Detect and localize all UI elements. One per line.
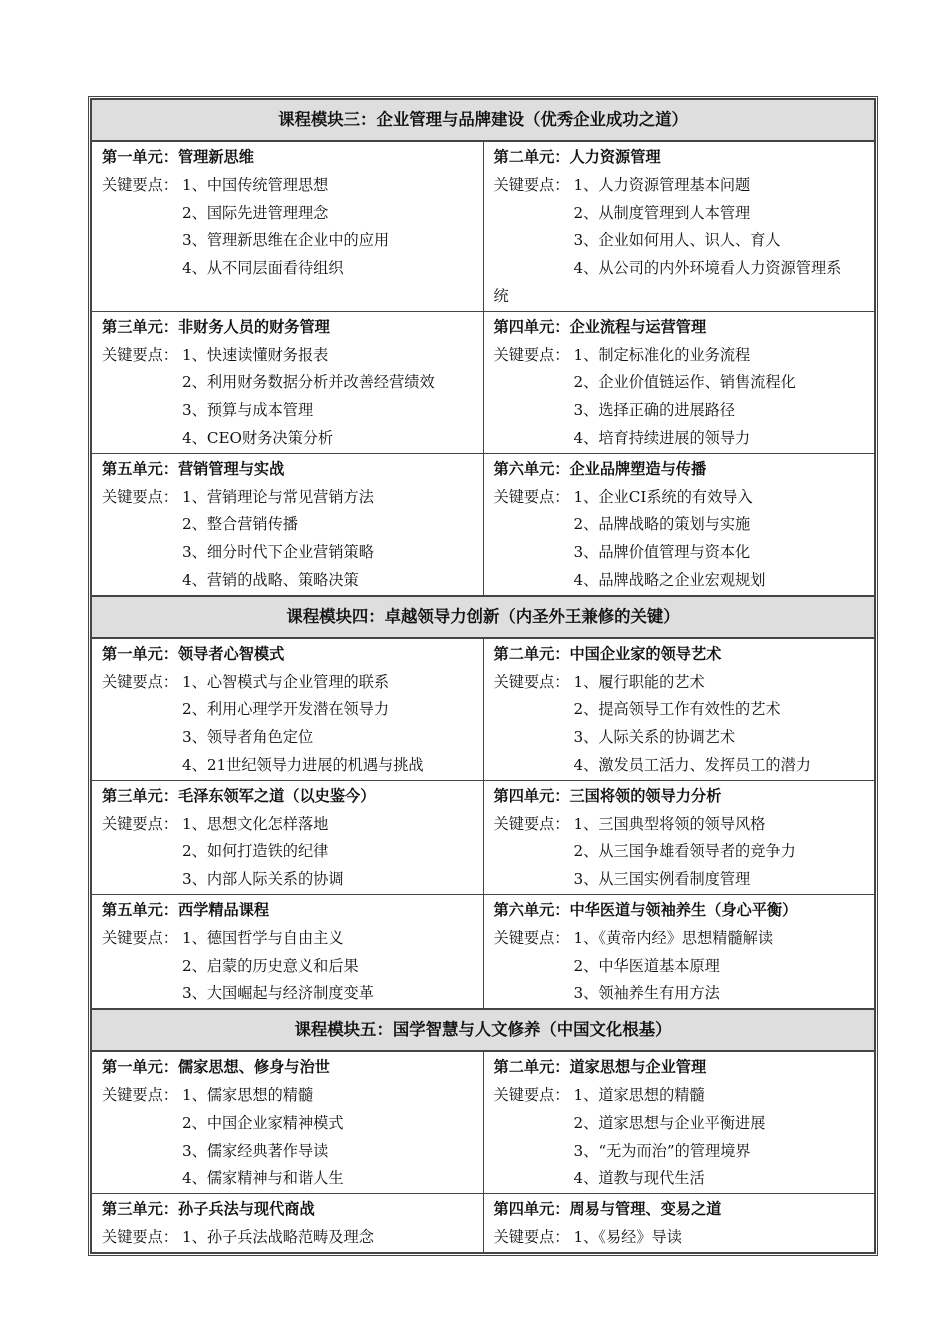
key-point: 3、内部人际关系的协调 [182, 870, 344, 889]
unit-title: 第二单元：道家思想与企业管理 [493, 1058, 707, 1077]
key-point: 1、道家思想的精髓 [573, 1085, 705, 1104]
key-point-line [494, 425, 869, 453]
key-point-line [494, 484, 869, 512]
key-point-line [102, 925, 477, 953]
key-point-line [102, 227, 477, 255]
unit-title: 第一单元：儒家思想、修身与治世 [102, 1058, 330, 1077]
key-point-line [494, 811, 869, 839]
unit-title: 第四单元：周易与管理、变易之道 [493, 1200, 722, 1219]
key-point-line [102, 1165, 477, 1193]
unit-cell [483, 1194, 875, 1253]
unit-cell [91, 1194, 483, 1253]
key-point-line [102, 811, 477, 839]
unit-title: 第六单元：中华医道与领袖养生（身心平衡） [493, 900, 798, 919]
key-point: 3、品牌价值管理与资本化 [573, 543, 751, 562]
key-point-line [102, 397, 477, 425]
course-document [90, 98, 876, 1254]
key-point-line [494, 696, 869, 724]
key-point: 1、人力资源管理基本问题 [573, 175, 751, 194]
key-point-line [102, 669, 477, 697]
key-point: 4、品牌战略之企业宏观规划 [573, 570, 766, 589]
key-point: 2、整合营销传播 [182, 515, 298, 534]
unit-cell [91, 894, 483, 1009]
unit-cell [483, 638, 875, 780]
key-points-label: 关键要点： [493, 814, 570, 833]
unit-title: 第一单元：领导者心智模式 [102, 644, 285, 663]
key-points-label: 关键要点： [102, 175, 178, 194]
key-point-line [102, 752, 477, 780]
key-point-line [494, 397, 869, 425]
key-point-line [102, 866, 477, 894]
key-point: 2、国际先进管理理念 [182, 203, 329, 222]
unit-title: 第二单元：人力资源管理 [493, 148, 661, 166]
key-point: 3、企业如何用人、识人、育人 [573, 231, 781, 250]
key-points-label: 关键要点： [102, 1085, 178, 1104]
key-point-line [494, 369, 869, 397]
key-point-line [102, 1082, 477, 1110]
unit-cell [91, 638, 483, 780]
unit-title: 第四单元：三国将领的领导力分析 [493, 786, 722, 805]
key-point-line [102, 724, 477, 752]
key-point: 2、提高领导工作有效性的艺术 [573, 700, 781, 719]
key-point-line [494, 1224, 869, 1252]
key-point-line [494, 866, 869, 894]
key-point: 1、营销理论与常见营销方法 [182, 487, 374, 506]
module-title: 课程模块四：卓越领导力创新（内圣外王兼修的关键） [91, 596, 875, 638]
unit-cell [91, 311, 483, 453]
key-point-line [102, 255, 477, 283]
key-point-line [102, 369, 477, 397]
key-point: 3、选择正确的进展路径 [573, 401, 736, 420]
key-point-line [102, 838, 477, 866]
key-point: 4、从不同层面看待组织 [182, 259, 344, 278]
key-point-line [494, 200, 869, 228]
unit-cell [483, 141, 875, 311]
key-point: 2、启蒙的历史意义和后果 [182, 956, 359, 975]
key-point-line [102, 567, 477, 595]
key-point: 2、从制度管理到人本管理 [573, 203, 751, 222]
key-point-line [494, 1138, 869, 1166]
key-point: 1、孙子兵法战略范畴及理念 [182, 1227, 374, 1246]
key-point-line [102, 511, 477, 539]
key-point: 2、品牌战略的策划与实施 [573, 515, 751, 534]
key-point-line [102, 342, 477, 370]
key-point-line [102, 696, 477, 724]
key-point-line [102, 484, 477, 512]
key-points-label: 关键要点： [493, 672, 570, 691]
unit-row [91, 638, 875, 780]
key-point-line [102, 1110, 477, 1138]
key-point: 1、思想文化怎样落地 [182, 814, 329, 833]
key-point-line [494, 227, 869, 255]
unit-cell [91, 453, 483, 595]
key-point: 1、三国典型将领的领导风格 [573, 814, 766, 833]
key-point-line [494, 255, 869, 283]
unit-title: 第三单元：毛泽东领军之道（以史鉴今） [102, 786, 376, 805]
key-point-line [102, 1138, 477, 1166]
key-point-line [102, 539, 477, 567]
key-point: 4、道教与现代生活 [573, 1169, 705, 1188]
key-point: 2、企业价值链运作、销售流程化 [573, 373, 796, 392]
key-point: 3、领袖养生有用方法 [573, 984, 720, 1003]
key-point-line [494, 980, 869, 1008]
key-point-line [494, 925, 869, 953]
key-point: 1、德国哲学与自由主义 [182, 928, 344, 947]
key-point-line [494, 539, 869, 567]
key-points-label: 关键要点： [493, 345, 570, 364]
key-points-label: 关键要点： [102, 345, 178, 364]
unit-row [91, 141, 875, 311]
unit-title: 第五单元：西学精品课程 [102, 900, 270, 919]
unit-row [91, 1194, 875, 1253]
key-points-label: 关键要点： [493, 1085, 570, 1104]
key-point: 2、利用财务数据分析并改善经营绩效 [182, 373, 435, 392]
key-point: 1、儒家思想的精髓 [182, 1085, 314, 1104]
key-point: 1、快速读懂财务报表 [182, 345, 329, 364]
key-point: 3、领导者角色定位 [182, 728, 314, 747]
module-title: 课程模块五：国学智慧与人文修养（中国文化根基） [91, 1009, 875, 1051]
key-points-label: 关键要点： [493, 928, 570, 947]
unit-row [91, 311, 875, 453]
unit-cell [483, 894, 875, 1009]
unit-cell [483, 453, 875, 595]
key-point: 3、细分时代下企业营销策略 [182, 543, 374, 562]
key-point-line [494, 669, 869, 697]
unit-title: 第三单元：孙子兵法与现代商战 [102, 1200, 315, 1219]
key-points-label: 关键要点： [102, 814, 178, 833]
key-point: 2、道家思想与企业平衡进展 [573, 1113, 766, 1132]
module-header-row [91, 596, 875, 638]
unit-cell [483, 311, 875, 453]
key-points-label: 关键要点： [493, 175, 570, 194]
key-point: 3、大国崛起与经济制度变革 [182, 984, 374, 1003]
unit-cell [483, 780, 875, 894]
unit-cell [91, 141, 483, 311]
unit-cell [91, 1051, 483, 1193]
key-points-label: 关键要点： [102, 1227, 178, 1246]
key-point-line [494, 724, 869, 752]
key-point: 4、CEO财务决策分析 [182, 428, 334, 447]
key-point: 2、利用心理学开发潜在领导力 [182, 700, 390, 719]
key-point-line [494, 511, 869, 539]
key-point: 1、中国传统管理思想 [182, 175, 329, 194]
unit-cell [91, 780, 483, 894]
key-point-line [102, 953, 477, 981]
key-point: 3、管理新思维在企业中的应用 [182, 231, 390, 250]
key-points-label: 关键要点： [493, 487, 570, 506]
module-title: 课程模块三：企业管理与品牌建设（优秀企业成功之道） [91, 99, 875, 141]
unit-row [91, 780, 875, 894]
unit-title: 第一单元：管理新思维 [102, 148, 254, 166]
unit-row [91, 453, 875, 595]
key-point-line [494, 752, 869, 780]
key-point: 3、人际关系的协调艺术 [573, 728, 736, 747]
unit-title: 第四单元：企业流程与运营管理 [493, 317, 707, 336]
key-point-line [494, 342, 869, 370]
key-points-label: 关键要点： [102, 672, 178, 691]
key-point: 3、儒家经典著作导读 [182, 1141, 329, 1160]
key-point: 4、21世纪领导力进展的机遇与挑战 [182, 755, 424, 774]
key-point-line [494, 1082, 869, 1110]
key-point-line [102, 980, 477, 1008]
key-point-line [102, 200, 477, 228]
key-point: 4、儒家精神与和谐人生 [182, 1169, 344, 1188]
unit-title: 第二单元：中国企业家的领导艺术 [493, 644, 722, 663]
module-header-row [91, 1009, 875, 1051]
key-point-line [494, 838, 869, 866]
key-point: 2、中国企业家精神模式 [182, 1113, 344, 1132]
key-point-line [494, 1110, 869, 1138]
key-point-line [494, 1165, 869, 1193]
unit-cell [483, 1051, 875, 1193]
unit-title: 第三单元：非财务人员的财务管理 [102, 317, 330, 336]
key-point: 1、心智模式与企业管理的联系 [182, 672, 390, 691]
key-point-line [102, 172, 477, 200]
key-point-line [102, 1224, 477, 1252]
module-header-row [91, 99, 875, 141]
unit-title: 第五单元：营销管理与实战 [102, 459, 285, 478]
key-point: 2、如何打造铁的纪律 [182, 842, 329, 861]
key-point-line [494, 953, 869, 981]
key-point: 3、预算与成本管理 [182, 401, 314, 420]
key-point-line [494, 172, 869, 200]
key-point: 2、中华医道基本原理 [573, 956, 720, 975]
unit-row [91, 1051, 875, 1193]
key-points-label: 关键要点： [493, 1227, 570, 1246]
key-point-continuation: 统 [493, 286, 509, 305]
unit-row [91, 894, 875, 1009]
key-point-line [494, 567, 869, 595]
course-table [90, 98, 876, 1254]
key-point: 1、《黄帝内经》思想精髓解读 [573, 928, 774, 947]
key-points-label: 关键要点： [102, 487, 178, 506]
key-point: 4、营销的战略、策略决策 [182, 570, 359, 589]
key-point: 4、激发员工活力、发挥员工的潜力 [573, 755, 811, 774]
key-point: 3、从三国实例看制度管理 [573, 870, 751, 889]
key-point: 4、培育持续进展的领导力 [573, 428, 751, 447]
key-point: 3、“无为而治”的管理境界 [573, 1141, 751, 1160]
unit-title: 第六单元：企业品牌塑造与传播 [493, 459, 707, 478]
key-point: 1、《易经》导读 [573, 1227, 682, 1246]
key-point-line [102, 425, 477, 453]
key-point: 2、从三国争雄看领导者的竞争力 [573, 842, 796, 861]
key-points-label: 关键要点： [102, 928, 178, 947]
key-point: 1、企业CI系统的有效导入 [573, 487, 753, 506]
key-point: 4、从公司的内外环境看人力资源管理系 [573, 259, 842, 278]
key-point: 1、制定标准化的业务流程 [573, 345, 751, 364]
key-point: 1、履行职能的艺术 [573, 672, 705, 691]
